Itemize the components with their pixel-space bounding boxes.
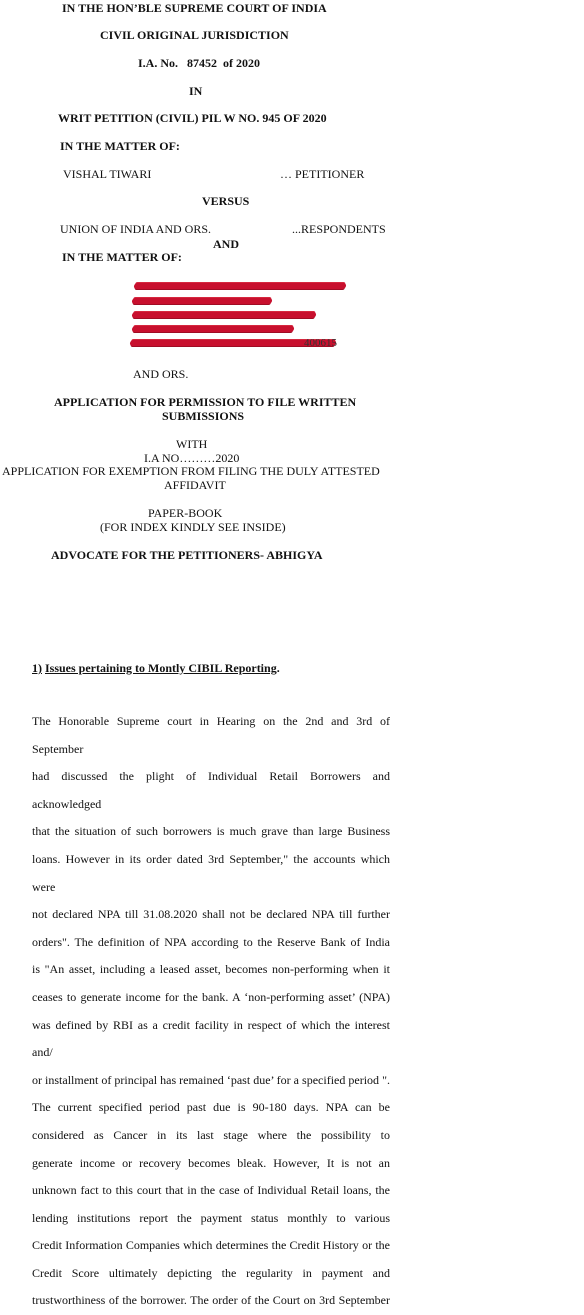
body-line: considered as Cancer in its last stage where the possibility to (32, 1127, 390, 1142)
advocate-line: ADVOCATE FOR THE PETITIONERS- ABHIGYA (51, 548, 323, 562)
paper-book-label: PAPER-BOOK (148, 506, 223, 520)
application-title-line1: APPLICATION FOR PERMISSION TO FILE WRITTEN (54, 395, 357, 409)
index-note: (FOR INDEX KINDLY SEE INSIDE) (100, 520, 286, 534)
petitioner-name: VISHAL TIWARI (63, 167, 152, 181)
ia-no-blank: I.A NO………2020 (144, 451, 240, 465)
body-line: is "An asset, including a leased asset, becomes non-performing when it (32, 962, 390, 977)
in-label: IN (189, 84, 203, 98)
body-line: loans. However in its order dated 3rd September," the accounts which were (32, 851, 390, 894)
versus-label: VERSUS (202, 194, 250, 208)
exemption-line1: APPLICATION FOR EXEMPTION FROM FILING THE DULY ATTESTED (2, 464, 380, 478)
body-line: orders". The definition of NPA according to the Reserve Bank of India (32, 934, 390, 949)
matter-label: IN THE MATTER OF: (60, 139, 180, 153)
body-line: or installment of principal has remained ‘past due’ for a specified period ". (32, 1072, 390, 1087)
writ-petition-number: WRIT PETITION (CIVIL) PIL W NO. 945 OF 2020 (58, 111, 327, 125)
body-line: Credit Information Companies which determines the Credit History or the (32, 1238, 390, 1253)
body-line: trustworthiness of the borrower. The order of the Court on 3rd September (32, 1293, 390, 1308)
redaction-mark (134, 280, 346, 292)
section-body (32, 708, 390, 1315)
section-number: 1) (32, 661, 42, 675)
body-line: The Honorable Supreme court in Hearing on the 2nd and 3rd of September (32, 714, 390, 756)
redaction-mark (132, 323, 294, 335)
respondent-role: ...RESPONDENTS (292, 222, 386, 236)
redacted-address (128, 276, 358, 356)
section-heading (32, 661, 280, 675)
body-line: generate income or recovery becomes bleak. However, It is not an (32, 1155, 390, 1170)
ia-number: I.A. No. 87452 of 2020 (138, 56, 260, 70)
court-title: IN THE HON’BLE SUPREME COURT OF INDIA (62, 1, 327, 15)
body-line: had discussed the plight of Individual Retail Borrowers and acknowledged (32, 769, 390, 811)
body-line: lending institutions report the payment status monthly to various (32, 1210, 390, 1225)
body-line: that the situation of such borrowers is much grave than large Business (32, 824, 390, 839)
application-title-line2: SUBMISSIONS (162, 409, 245, 423)
redaction-mark (132, 295, 272, 307)
section-heading-period: . (276, 661, 280, 675)
body-line: ceases to generate income for the bank. A ‘non-performing asset’ (NPA) (32, 989, 390, 1004)
section-title: Issues pertaining to Montly CIBIL Reporting (45, 661, 277, 675)
exemption-line2: AFFIDAVIT (164, 478, 226, 492)
body-line: unknown fact to this court that in the case of Individual Retail loans, the (32, 1183, 390, 1198)
body-line: The current specified period past due is 90-180 days. NPA can be (32, 1100, 390, 1115)
and-ors: AND ORS. (133, 367, 189, 381)
redacted-visible-fragment: 400615 (304, 337, 337, 349)
petitioner-role: … PETITIONER (280, 167, 365, 181)
with-label: WITH (176, 437, 208, 451)
body-line: was defined by RBI as a credit facility in respect of which the interest and/ (32, 1017, 390, 1060)
and-label: AND (213, 237, 239, 251)
matter-label-2: IN THE MATTER OF: (62, 250, 182, 264)
body-line: not declared NPA till 31.08.2020 shall not be declared NPA till further (32, 907, 390, 922)
body-line: Credit Score ultimately depicting the regularity in payment and (32, 1265, 390, 1280)
redaction-mark (132, 309, 316, 321)
respondent-name: UNION OF INDIA AND ORS. (60, 222, 212, 236)
jurisdiction: CIVIL ORIGINAL JURISDICTION (100, 28, 289, 42)
